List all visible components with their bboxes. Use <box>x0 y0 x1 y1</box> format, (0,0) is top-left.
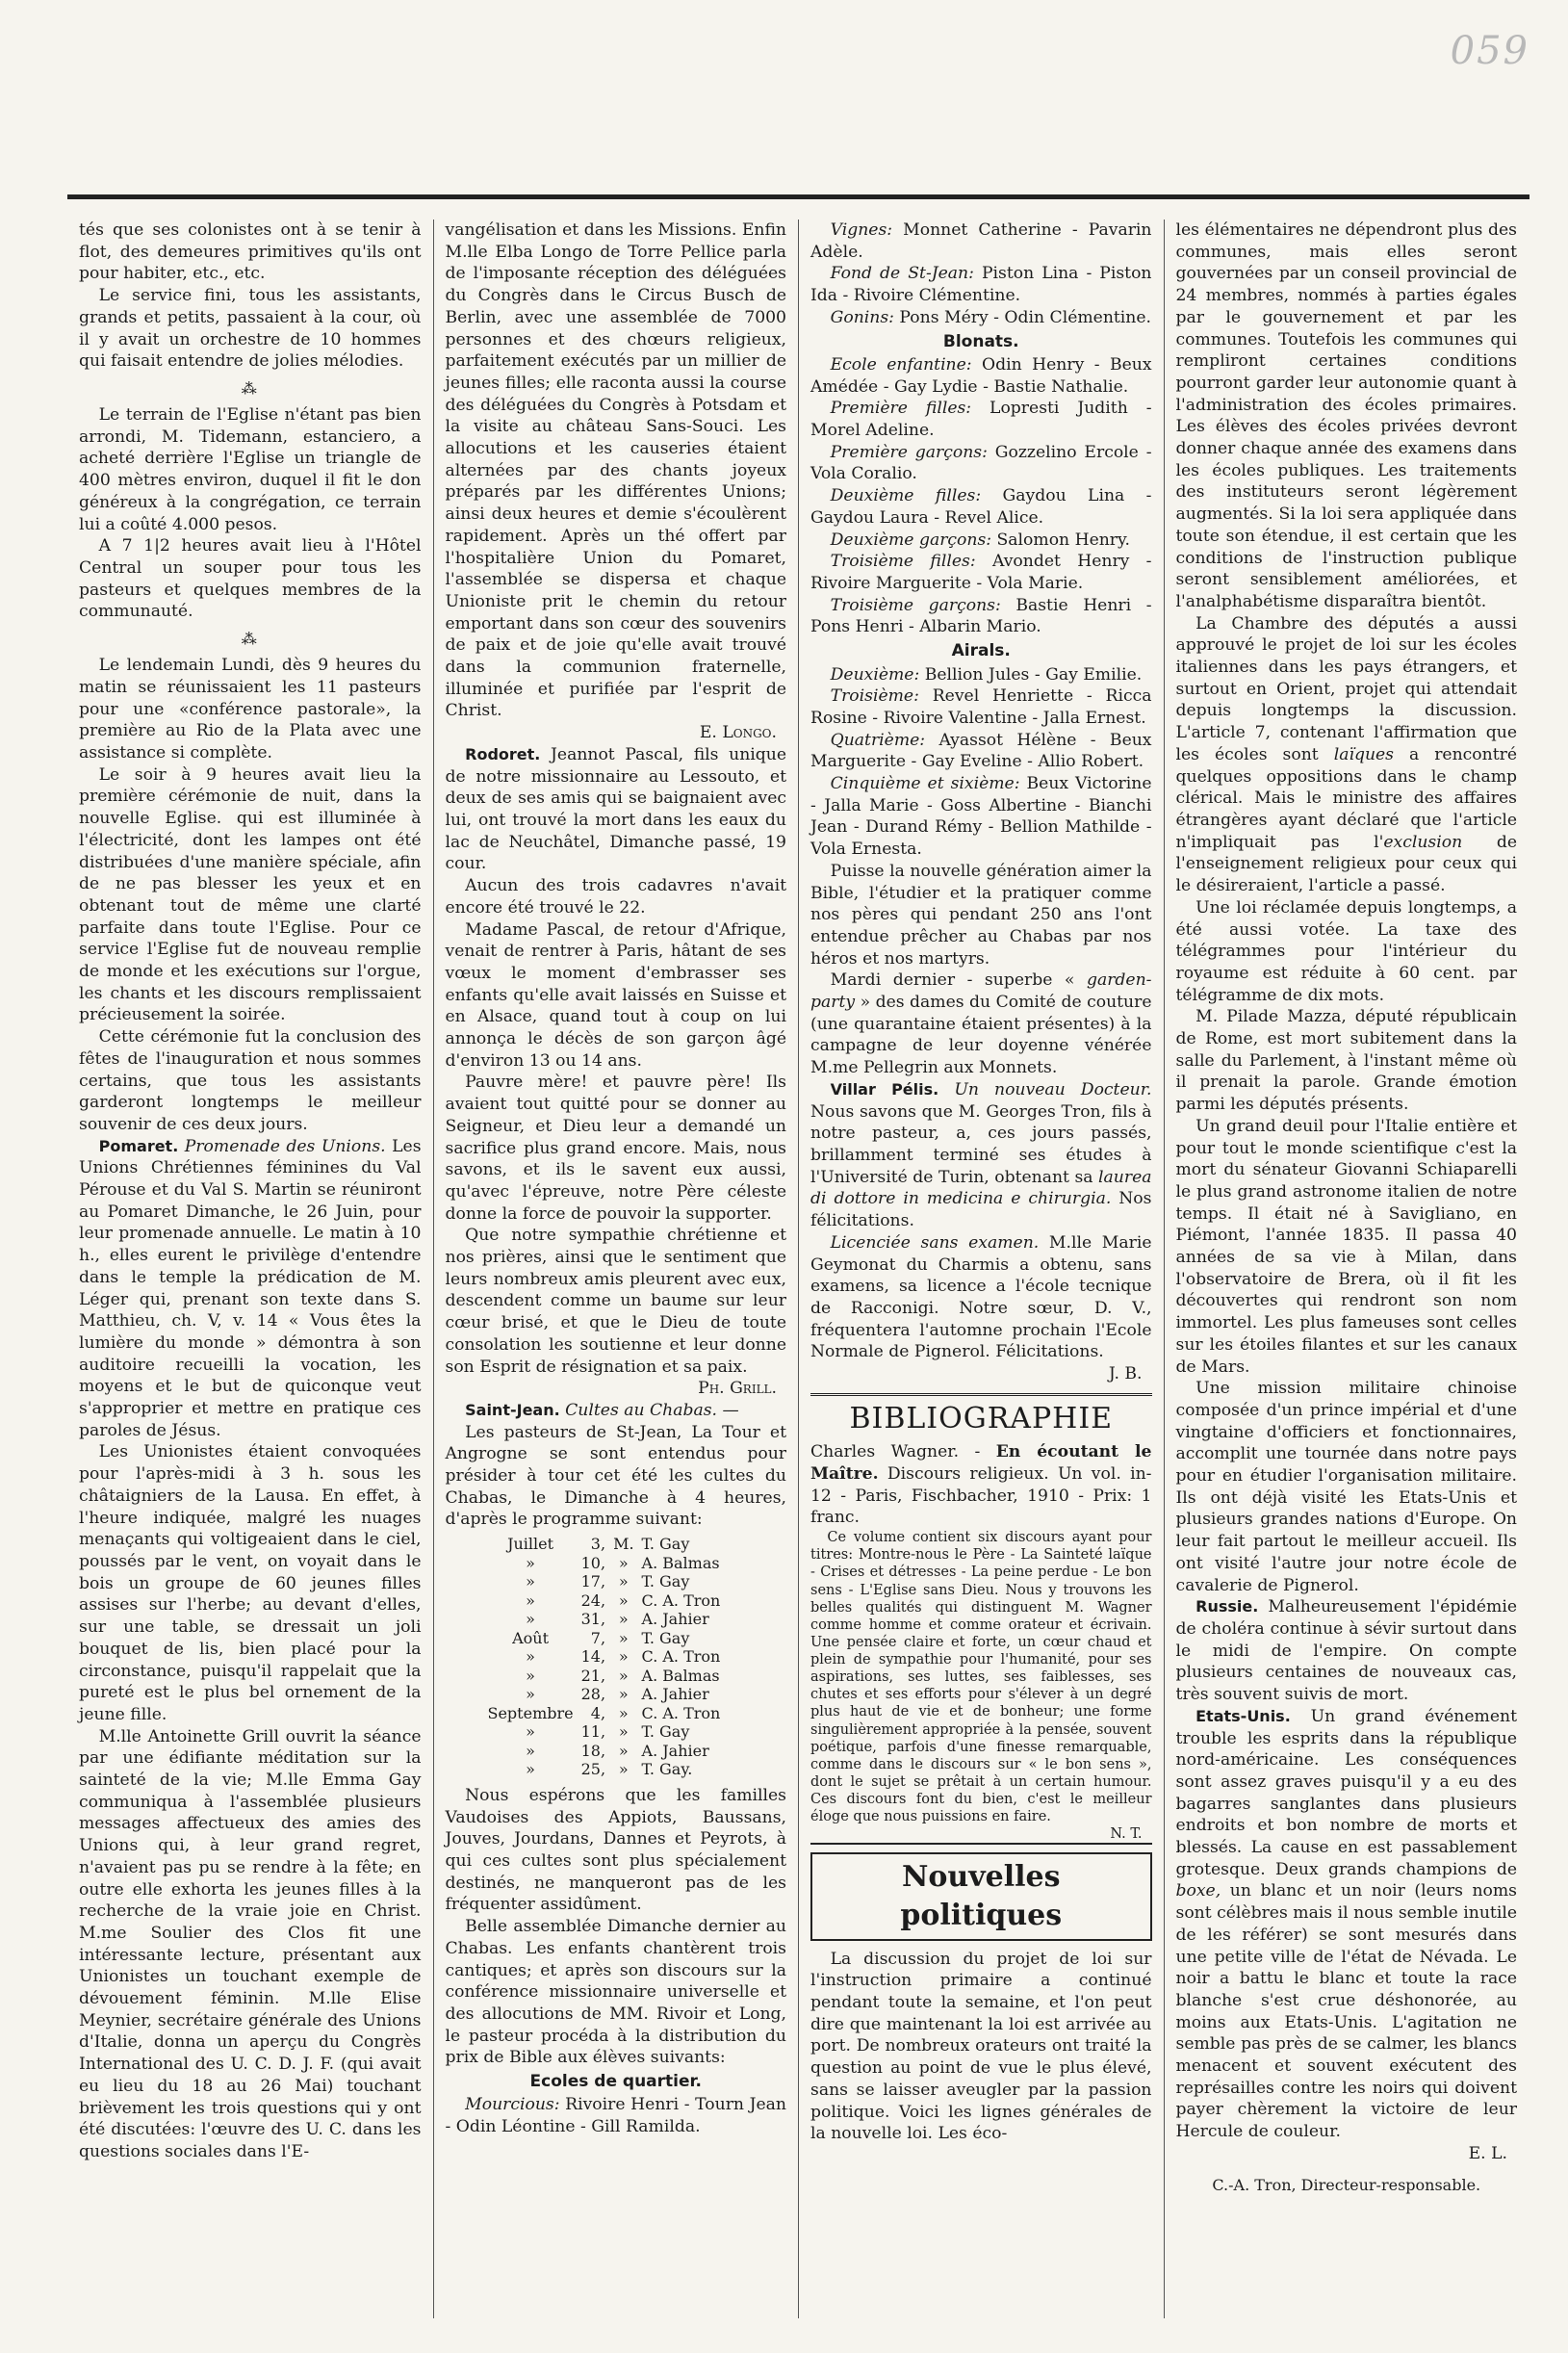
schedule-cell: 24, <box>580 1590 606 1610</box>
schedule-row <box>484 1742 725 1761</box>
signature: J. B. <box>1108 1364 1143 1384</box>
list-item: Avondet Henry - Rivoire Marguerite - Vola Marie. <box>810 552 1152 593</box>
schedule-cell: A. Balmas <box>641 1553 720 1572</box>
list-label: Fond de St-Jean: <box>830 264 974 284</box>
article-columns <box>67 220 1529 2318</box>
schedule-cell: » <box>618 1741 629 1760</box>
list-item: Bastie Henri - Pons Henri - Albarin Mario. <box>810 595 1152 637</box>
paragraph-part: a rencontré quelques oppositions dans le champ clérical. Mais le ministre des affaires étrangères ayant déclaré que l'article n'impliquait pas l' <box>1175 744 1518 852</box>
paragraph-part: Mardi dernier - superbe « <box>830 970 1075 991</box>
paragraph: Belle assemblée Dimanche dernier au Chabas. Les enfants chantèrent trois cantiques; et après son discours sur la conférence missionnaire universelle et des allocutions de MM. Rivoir et Long, le pasteur procéda à la distribution du prix de Bible aux élèves suivants: <box>445 1917 786 2068</box>
column-2 <box>433 220 799 2318</box>
schedule-cell: 18, <box>580 1741 606 1760</box>
section-title: BIBLIOGRAPHIE <box>849 1401 1114 1435</box>
paragraph: Pauvre mère! et pauvre père! Ils avaient tout quitté pour se donner au Seigneur, et Dieu leur a demandé un sacrifice plus grand encore. Mais, nous savons, et ils le savent eux aussi, qu'avec l'épreuve, notre Père céleste donne la force de pouvoir la supporter. <box>445 1073 786 1224</box>
paragraph-part: La Chambre des députés a aussi approuvé le projet de loi sur les écoles italiennes dans les pays étrangers, et surtout en Orient, projet qui attendait depuis longtemps la discussion. L'article 7, contenant l'affirmation que les écoles sont <box>1175 613 1517 764</box>
bibliography-section <box>810 1393 1152 1846</box>
paragraph-part: boxe, <box>1175 1881 1221 1901</box>
list-item: Monnet Catherine - Pavarin Adèle. <box>810 220 1152 262</box>
schedule-row <box>484 1760 725 1779</box>
schedule-cell: 7, <box>590 1628 606 1647</box>
list-label: Deuxième filles: <box>830 486 982 506</box>
place-heading-etats-unis: Etats-Unis. <box>1195 1706 1291 1725</box>
paragraph-part: laïques <box>1333 744 1395 764</box>
paragraph: Madame Pascal, de retour d'Afrique, venait de rentrer à Paris, hâtant de ses vœux le moment d'embrasser ses enfants qu'elle avait laissés en Suisse et en Alsace, quand tout à coup on lui annonça le décès de son garçon âgé d'environ 13 ou 14 ans. <box>445 919 786 1071</box>
paragraph: Malheureusement l'épidémie de choléra continue à sévir surtout dans le midi de l'empire. On compte plusieurs centaines de nouveaux cas, très souvent suivis de mort. <box>1175 1597 1517 1705</box>
place-heading-saint-jean: Saint-Jean. <box>465 1400 560 1419</box>
list-label: Première filles: <box>830 399 972 419</box>
column-4 <box>1164 220 1529 2318</box>
paragraph: vangélisation et dans les Missions. Enfin M.lle Elba Longo de Torre Pellice parla de l'imposante réception des déléguées du Congrès dans le Circus Busch de Berlin, avec une assemblée de 7000 personnes et des chœurs religieux, parfaitement exécutés par un millier de jeunes filles; elle raconta aussi la course des déléguées du Congrès à Potsdam et la visite au château Sans-Souci. Les allocutions et les causeries étaient alternées par des chants joyeux préparés par les différentes Unions; ainsi deux heures et demie s'écoulèrent rapidement. Après un thé offert par l'hospitalière Union du Pomaret, l'assemblée se dispersa et chaque Unioniste prit le chemin du retour emportant dans son cœur des souvenirs de paix et de joie qu'elle avait trouvé dans la communion fraternelle, illuminée et purifiée par l'esprit de Christ. <box>445 220 786 721</box>
list-label: Troisième filles: <box>830 552 976 572</box>
article-title: Promenade des Unions. <box>184 1136 386 1156</box>
paragraph-part: de l'enseignement religieux pour ceux qui le désireraient, l'article a passé. <box>1175 832 1517 896</box>
schedule-cell: » <box>526 1572 535 1591</box>
place-heading-russie: Russie. <box>1195 1597 1259 1616</box>
schedule-cell: 11, <box>580 1722 606 1742</box>
paragraph: Le lendemain Lundi, dès 9 heures du matin se réunissaient les 11 pasteurs pour une «conférence pastorale», la première au Rio de la Plata avec une assistance si complète. <box>79 656 422 763</box>
paragraph: Jeannot Pascal, fils unique de notre missionnaire au Lessouto, et deux de ses amis qui se baignaient avec lui, ont trouvé la mort dans les eaux du lac de Neuchâtel, Dimanche passé, 19 cour. <box>445 744 787 874</box>
schedule-cell: C. A. Tron <box>641 1647 721 1667</box>
paragraph: Nous espérons que les familles Vaudoises des Appiots, Baussans, Jouves, Jourdans, Dannes et Peyrots, à qui ces cultes sont plus spécialement destinés, ne manqueront pas de les fréquenter assidûment. <box>445 1785 786 1915</box>
schedule-cell: » <box>618 1760 629 1779</box>
schedule-cell: » <box>526 1760 535 1779</box>
paragraph: A 7 1|2 heures avait lieu à l'Hôtel Central un souper pour tous les pasteurs et quelques membres de la communauté. <box>79 536 422 622</box>
book-title: En écoutant le Maître. <box>810 1442 1152 1485</box>
schedule-cell: » <box>526 1666 535 1685</box>
section-title: Nouvelles politiques <box>810 1852 1152 1940</box>
schedule-cell: Août <box>512 1628 550 1647</box>
paragraph: La discussion du projet de loi sur l'instruction primaire a continué pendant toute la semaine, et l'on peut dire que maintenant la loi est arrivée au port. De nombreux orateurs ont traité la question au point de vue le plus élevé, sans se laisser aveugler par la passion politique. Voici les lignes générales de la nouvelle loi. Les éco- <box>810 1949 1152 2144</box>
schedule-cell: 10, <box>580 1553 606 1572</box>
list-label: Vignes: <box>830 220 893 240</box>
schedule-cell: » <box>618 1685 629 1704</box>
book-review: Ce volume contient six discours ayant pour titres: Montre-nous le Père - La Sainteté laïque - Crises et détresses - La peine perdue - Le bon sens - L'Eglise sans Dieu. Nous y trouvons les belles qualités qui distinguent M. Wagner comme homme et comme orateur et écrivain. Une pensée claire et forte, un cœur chaud et plein de sympathie pour l'humanité, pour ses aspirations, ses luttes, ses faiblesses, ses chutes et ses efforts pour s'élever à un degré plus haut de vie et de bonheur; une forme singulièrement appropriée à la pensée, souvent poétique, parfois d'une finesse remarquable, comme dans le discours sur « le bon sens », dont le sujet se prêtait à un certain humour. Ces discours font du bien, c'est le meilleur éloge que nous puissions en faire. <box>810 1530 1152 1825</box>
list-label: Troisième garçons: <box>830 595 1001 615</box>
paragraph: M.lle Antoinette Grill ouvrit la séance par une édifiante méditation sur la sainteté de la vie; M.lle Emma Gay communiqua à l'assemblée plusieurs messages affectueux des amies des Unions qui, à leur grand regret, n'avaient pas pu se rendre à la fête; en outre elle exhorta les jeunes filles à la recherche de la vraie joie en Christ. M.me Soulier des Clos fit une intéressante lecture, présentant aux Unionistes un touchant exemple de dévouement féminin. M.lle Elise Meynier, secrétaire générale des Unions d'Italie, donna un aperçu du Congrès International des U. C. D. J. F. (qui avait eu lieu du 18 au 26 Mai) touchant brièvement les trois questions qui y ont été discutées: l'œuvre des U. C. dans les questions sociales dans l'E- <box>79 1726 422 2161</box>
paragraph: les élémentaires ne dépendront plus des communes, mais elles seront gouvernées par un conseil provincial de 24 membres, nommés à parties égales par le gouvernement et par les communes. Toutefois les communes qui rempliront certaines conditions pourront garder leur autonomie quant à l'administration des écoles primaires. Les élèves des écoles privées devront donner chaque année des examens dans les écoles publiques. Les traitements des instituteurs seront légèrement augmentés. Si la loi sera appliquée dans toute son étendue, il est certain que les conditions de l'instruction publique seront sensiblement améliorées, et l'analphabétisme disparaîtra bientôt. <box>1175 220 1517 611</box>
place-heading-villar-pelis: Villar Pélis. <box>830 1079 939 1099</box>
schedule-row <box>484 1610 725 1629</box>
schedule-cell: A. Jahier <box>641 1610 709 1629</box>
paragraph: Le terrain de l'Eglise n'étant pas bien arrondi, M. Tidemann, estanciero, a acheté derrière l'Eglise un triangle de 400 mètres environ, duquel il fit le don généreux à la congrégation, ce terrain lui a coûté 4.000 pesos. <box>79 405 422 534</box>
paragraph-part: laurea di dottore in medicina e chirurgia. <box>810 1167 1152 1209</box>
list-item: Pons Méry - Odin Clémentine. <box>899 307 1152 327</box>
list-item: Salomon Henry. <box>996 530 1130 550</box>
paragraph: Une loi réclamée depuis longtemps, a été aussi votée. La taxe des télégrammes pour l'intérieur du royaume est réduite à 60 cent. par télégramme de dix mots. <box>1175 897 1517 1005</box>
schedule-cell: » <box>618 1628 629 1647</box>
subheading: Airals. <box>951 641 1011 661</box>
schedule-cell: C. A. Tron <box>641 1703 721 1722</box>
list-item: Bellion Jules - Gay Emilie. <box>924 664 1143 685</box>
paragraph-part: » des dames du Comité de couture (une quarantaine étaient présentes) à la campagne de leur doyenne vénérée M.me Pellegrin aux Monnets. <box>810 993 1152 1078</box>
schedule-cell: C. A. Tron <box>641 1590 721 1610</box>
schedule-cell: » <box>618 1703 629 1722</box>
list-item: Gaydou Lina - Gaydou Laura - Revel Alice. <box>810 486 1152 528</box>
schedule-cell: » <box>526 1553 535 1572</box>
schedule-cell: » <box>526 1647 535 1667</box>
schedule-cell: » <box>618 1722 629 1742</box>
list-item: Lopresti Judith - Morel Adeline. <box>810 399 1152 441</box>
schedule-cell: » <box>618 1572 629 1591</box>
list-item: Ayassot Hélène - Beux Marguerite - Gay Eveline - Allio Robert. <box>810 730 1152 772</box>
place-heading-pomaret: Pomaret. <box>98 1136 179 1155</box>
schedule-cell: » <box>526 1722 535 1742</box>
list-label: Quatrième: <box>830 730 926 750</box>
paragraph-part: un blanc et un noir (leurs noms sont célèbres mais il nous semble inutile de les référer) se sont mesurés dans une petite ville de l'état de Névada. Le noir a battu le blanc et toute la race blanche s'est crue déshonorée, au moins aux Etats-Unis. L'agitation ne semble pas près de se calmer, les blancs menacent et souvent exécutent des représailles contre les noirs qui doivent payer chèrement la victoire de leur Hercule de couleur. <box>1175 1881 1517 2142</box>
schedule-cell: T. Gay <box>641 1722 690 1742</box>
schedule-row <box>484 1667 725 1686</box>
schedule-cell: M. <box>613 1535 634 1554</box>
paragraph-part: Nous savons que M. Georges Tron, fils à notre pasteur, a, ces jours passés, brillamment terminé ses études à l'Université de Turin, obtenant sa <box>810 1101 1152 1187</box>
place-heading-rodoret: Rodoret. <box>465 744 541 763</box>
schedule-cell: 14, <box>580 1647 606 1667</box>
paragraph: Les Unions Chrétiennes féminines du Val Pérouse et du Val S. Martin se réuniront au Pomaret Dimanche, le 26 Juin, pour leur promenade annuelle. Le matin à 10 h., elles eurent le privilège d'entendre dans le temple la prédication de M. Léger qui, prenant son texte dans S. Matthieu, ch. V, v. 14 « Vous êtes la lumière du monde » démontra à son auditoire recueilli la vocation, les moyens et le but de quiconque veut s'approprier et mettre en pratique ces paroles de Jésus. <box>79 1136 422 1440</box>
schedule-row <box>484 1722 725 1742</box>
article-title: Un nouveau Docteur. <box>954 1079 1152 1099</box>
schedule-row <box>484 1554 725 1573</box>
schedule-cell: A. Balmas <box>641 1666 720 1685</box>
schedule-row <box>484 1572 725 1591</box>
article-title: Cultes au Chabas. — <box>565 1400 739 1420</box>
schedule-cell: Juillet <box>507 1535 554 1554</box>
paragraph: Aucun des trois cadavres n'avait encore été trouvé le 22. <box>445 876 786 918</box>
signature: E. Longo. <box>699 723 777 743</box>
schedule-row <box>484 1647 725 1667</box>
paragraph: Une mission militaire chinoise composée d'un prince impérial et d'une vingtaine d'officiers et fonctionnaires, accomplit une tournée dans notre pays pour en étudier l'organisation militaire. Ils ont déjà visité les Etats-Unis et plusieurs grandes nations d'Europe. On leur fait partout le meilleur accueil. Ils ont visité l'autre jour notre école de cavalerie de Pignerol. <box>1175 1379 1517 1595</box>
book-author: Charles Wagner. - <box>810 1442 981 1462</box>
paragraph: M.lle Marie Geymonat du Charmis a obtenu, sans examens, sa licence a l'école tecnique de Racconigi. Notre sœur, D. V., fréquentera l'automne prochain l'Ecole Normale de Pignerol. Félicitations. <box>810 1232 1152 1362</box>
list-label: Ecole enfantine: <box>830 354 972 375</box>
schedule-row <box>484 1629 725 1648</box>
list-item: Odin Henry - Beux Amédée - Gay Lydie - Bastie Nathalie. <box>810 354 1152 397</box>
article-title: Licenciée sans examen. <box>830 1232 1040 1253</box>
list-label: Mourcious: <box>465 2095 560 2115</box>
list-item: Beux Victorine - Jalla Marie - Goss Albertine - Bianchi Jean - Durand Rémy - Bellion Mathilde - Vola Ernesta. <box>810 774 1152 860</box>
schedule-cell: » <box>618 1553 629 1572</box>
schedule-cell: A. Jahier <box>641 1685 709 1704</box>
paragraph: Un grand deuil pour l'Italie entière et pour tout le monde scientifique c'est la mort du sénateur Giovanni Schiaparelli le plus grand astronome italien de notre temps. Il était né à Savigliano, en Piémont, l'année 1835. Il passa 40 années de sa vie à Milan, dans l'observatoire de Brera, où il fit les découvertes qui rendront son nom immortel. Les plus fameuses sont celles sur les étoiles filantes et sur les canaux de Mars. <box>1175 1116 1517 1377</box>
schedule-cell: 17, <box>580 1572 606 1591</box>
schedule-cell: T. Gay. <box>641 1760 693 1779</box>
schedule-cell: 28, <box>580 1685 606 1704</box>
paragraph: Les pasteurs de St-Jean, La Tour et Angrogne se sont entendus pour présider à tour cet été les cultes du Chabas, le Dimanche à 4 heures, d'après le programme suivant: <box>445 1422 786 1530</box>
column-3 <box>798 220 1164 2318</box>
schedule-cell: » <box>526 1610 535 1629</box>
section-separator: ⁂ <box>241 378 259 398</box>
paragraph-part: garden-party <box>810 970 1152 1013</box>
paragraph: Le service fini, tous les assistants, grands et petits, passaient à la cour, où il y avait un orchestre de 10 hommes qui faisait entendre de jolies mélodies. <box>79 286 422 372</box>
page-number: 059 <box>1450 29 1529 73</box>
schedule-cell: T. Gay <box>641 1572 690 1591</box>
column-1 <box>67 220 433 2318</box>
paragraph: M. Pilade Mazza, député républicain de Rome, est mort subitement dans la salle du Parlement, à l'instant même où il prenait la parole. Grande émotion parmi les députés présents. <box>1175 1007 1517 1115</box>
paragraph: Le soir à 9 heures avait lieu la première cérémonie de nuit, dans la nouvelle Eglise. qui est illuminée à l'électricité, dont les lampes ont été distribuées d'une manière spéciale, afin de ne pas blesser les yeux et en obtenant tout de même une clarté parfaite dans toute l'Eglise. Pour ce service l'Eglise fut de nouveau remplie de monde et les exécutions sur l'orgue, les chants et les discours remplissaient précieusement la soirée. <box>79 764 422 1025</box>
list-item: Rivoire Henri - Tourn Jean - Odin Léontine - Gill Ramilda. <box>445 2095 786 2137</box>
schedule-row <box>484 1685 725 1704</box>
list-item: Revel Henriette - Ricca Rosine - Rivoire Valentine - Jalla Ernest. <box>810 686 1152 728</box>
schedule-cell: » <box>618 1610 629 1629</box>
list-label: Gonins: <box>830 307 894 327</box>
subheading: Ecoles de quartier. <box>529 2072 702 2092</box>
schedule-row <box>484 1704 725 1723</box>
schedule-cell: T. Gay <box>641 1628 690 1647</box>
schedule-cell: 3, <box>590 1535 606 1554</box>
schedule-cell: Septembre <box>487 1703 574 1722</box>
schedule-cell: » <box>526 1685 535 1704</box>
schedule-row <box>484 1591 725 1611</box>
signature: N. T. <box>1110 1826 1143 1843</box>
schedule-cell: » <box>526 1741 535 1760</box>
section-separator: ⁂ <box>241 630 259 649</box>
paragraph-part: Un grand événement trouble les esprits dans la république nord-américaine. Les conséquences sont assez graves puisqu'il y a eu des bagarres sanglantes dans plusieurs endroits et bon nombre de morts et blessés. La cause en est passablement grotesque. Deux grands champions de <box>1175 1706 1517 1879</box>
signature: E. L. <box>1468 2143 1507 2163</box>
header-rule <box>67 194 1529 199</box>
paragraph-part: exclusion <box>1383 832 1463 852</box>
schedule-cell: T. Gay <box>641 1535 690 1554</box>
paragraph-part: Nos félicitations. <box>810 1189 1152 1231</box>
list-label: Deuxième: <box>830 664 920 685</box>
schedule-cell: A. Jahier <box>641 1741 709 1760</box>
schedule-cell: 21, <box>580 1666 606 1685</box>
subheading: Blonats. <box>942 331 1019 351</box>
list-label: Deuxième garçons: <box>830 530 992 550</box>
paragraph: Que notre sympathie chrétienne et nos prières, ainsi que le sentiment que leurs nombreux amis pleurent avec eux, descendent comme un baume sur leur cœur brisé, et que le Dieu de toute consolation les soutienne et leur donne son Esprit de résignation et sa paix. <box>445 1226 786 1377</box>
list-label: Première garçons: <box>830 442 988 462</box>
list-label: Cinquième et sixième: <box>830 774 1020 794</box>
list-item: Piston Lina - Piston Ida - Rivoire Clémentine. <box>810 264 1152 306</box>
schedule-cell: » <box>618 1647 629 1667</box>
schedule-cell: » <box>618 1666 629 1685</box>
schedule-row <box>484 1535 725 1554</box>
paragraph: tés que ses colonistes ont à se tenir à flot, des demeures primitives qu'ils ont pour habiter, etc., etc. <box>79 220 422 284</box>
schedule-cell: » <box>618 1590 629 1610</box>
paragraph: Cette cérémonie fut la conclusion des fêtes de l'inauguration et nous sommes certains, que tous les assistants garderont longtemps le meilleur souvenir de ces deux jours. <box>79 1027 422 1134</box>
book-info: Discours religieux. Un vol. in-12 - Paris, Fischbacher, 1910 - Prix: 1 franc. <box>810 1464 1152 1528</box>
schedule-cell: 4, <box>590 1703 606 1722</box>
paragraph: Les Unionistes étaient convoquées pour l'après-midi à 3 h. sous les châtaigniers de la Lausa. En effet, à l'heure indiquée, malgré les nuages menaçants qui voltigeaient dans le ciel, poussés par le vent, on voyait dans le bois un groupe de 60 jeunes filles assises sur l'herbe; au devant d'elles, sur une table, se dressait un joli bouquet de lis, bien placé pour la circonstance, puisqu'il rappelait que la pureté est le plus bel ornement de la jeune fille. <box>79 1442 422 1724</box>
schedule-cell: » <box>526 1590 535 1610</box>
paragraph: Puisse la nouvelle génération aimer la Bible, l'étudier et la pratiquer comme nos pères qui pendant 250 ans l'ont entendue prêcher au Chabas par nos héros et nos martyrs. <box>810 861 1152 969</box>
editor-signature: C.-A. Tron, Directeur-responsable. <box>1212 2175 1481 2194</box>
schedule-cell: 31, <box>580 1610 606 1629</box>
services-schedule <box>484 1535 725 1779</box>
schedule-cell: 25, <box>580 1760 606 1779</box>
list-label: Troisième: <box>830 686 919 707</box>
list-item: Gozzelino Ercole - Vola Coralio. <box>810 442 1152 484</box>
signature: Ph. Grill. <box>698 1379 777 1399</box>
